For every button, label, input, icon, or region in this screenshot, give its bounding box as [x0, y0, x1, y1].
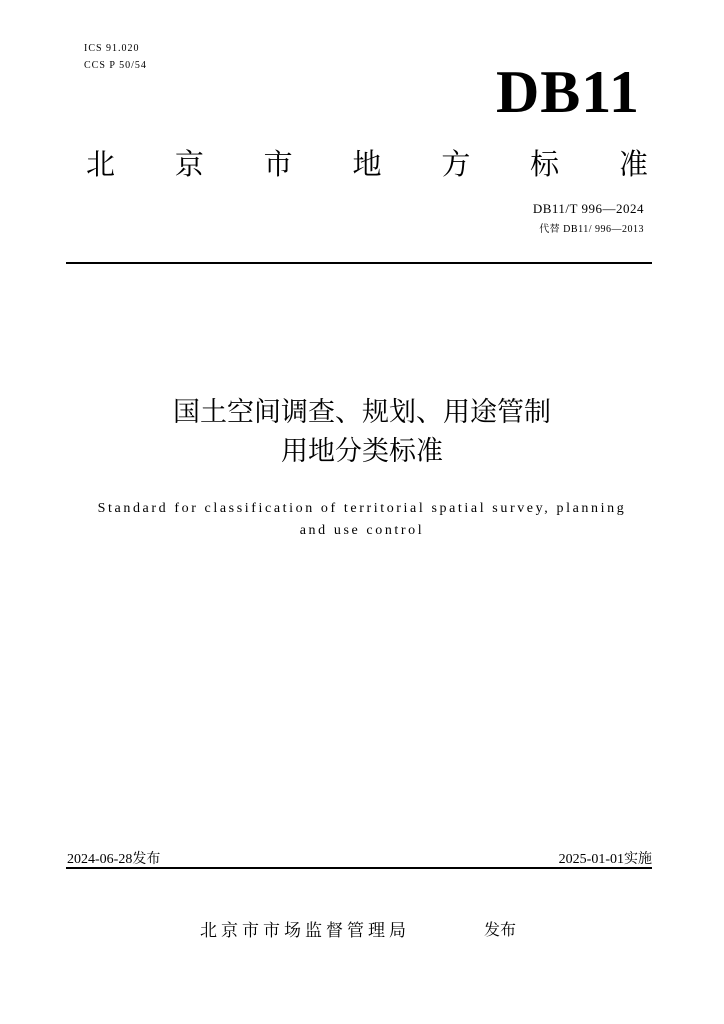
- heading-char: 地: [352, 147, 382, 181]
- english-title: [40, 498, 684, 542]
- heading-char: 市: [263, 147, 293, 181]
- replaces-standard: 代替 DB11/ 996—2013: [539, 224, 644, 235]
- implement-label: 实施: [624, 851, 652, 867]
- chinese-title-line-2: 用地分类标准: [281, 436, 443, 467]
- implement-date-value: 2025-01-01: [558, 852, 624, 867]
- publish-date: [67, 848, 160, 868]
- standard-type-heading: [86, 142, 648, 183]
- ccs-code: CCS P 50/54: [84, 60, 147, 71]
- bottom-divider: [66, 867, 652, 869]
- english-title-line-2: and use control: [299, 523, 425, 538]
- heading-char: 北: [86, 147, 116, 181]
- ics-code: ICS 91.020: [84, 43, 140, 54]
- issuer-action: 发布: [484, 920, 517, 939]
- implement-date: [559, 848, 652, 868]
- classification-codes: [84, 40, 147, 74]
- heading-char: 准: [618, 147, 648, 181]
- publish-date-value: 2024-06-28: [67, 852, 133, 867]
- heading-char: 标: [530, 147, 560, 181]
- chinese-title-line-1: 国土空间调查、规划、用途管制: [173, 397, 551, 428]
- publish-label: 发布: [132, 851, 161, 867]
- heading-char: 京: [174, 147, 204, 181]
- issuer-name: 北京市市场监督管理局: [200, 921, 410, 941]
- top-divider: [66, 262, 652, 264]
- english-title-line-1: Standard for classification of territorial spatial survey, planning: [97, 501, 627, 516]
- heading-char: 方: [441, 147, 471, 181]
- standard-number: DB11/T 996—2024: [532, 201, 644, 216]
- standard-logo: DB11: [495, 59, 640, 125]
- chinese-title: [0, 393, 724, 471]
